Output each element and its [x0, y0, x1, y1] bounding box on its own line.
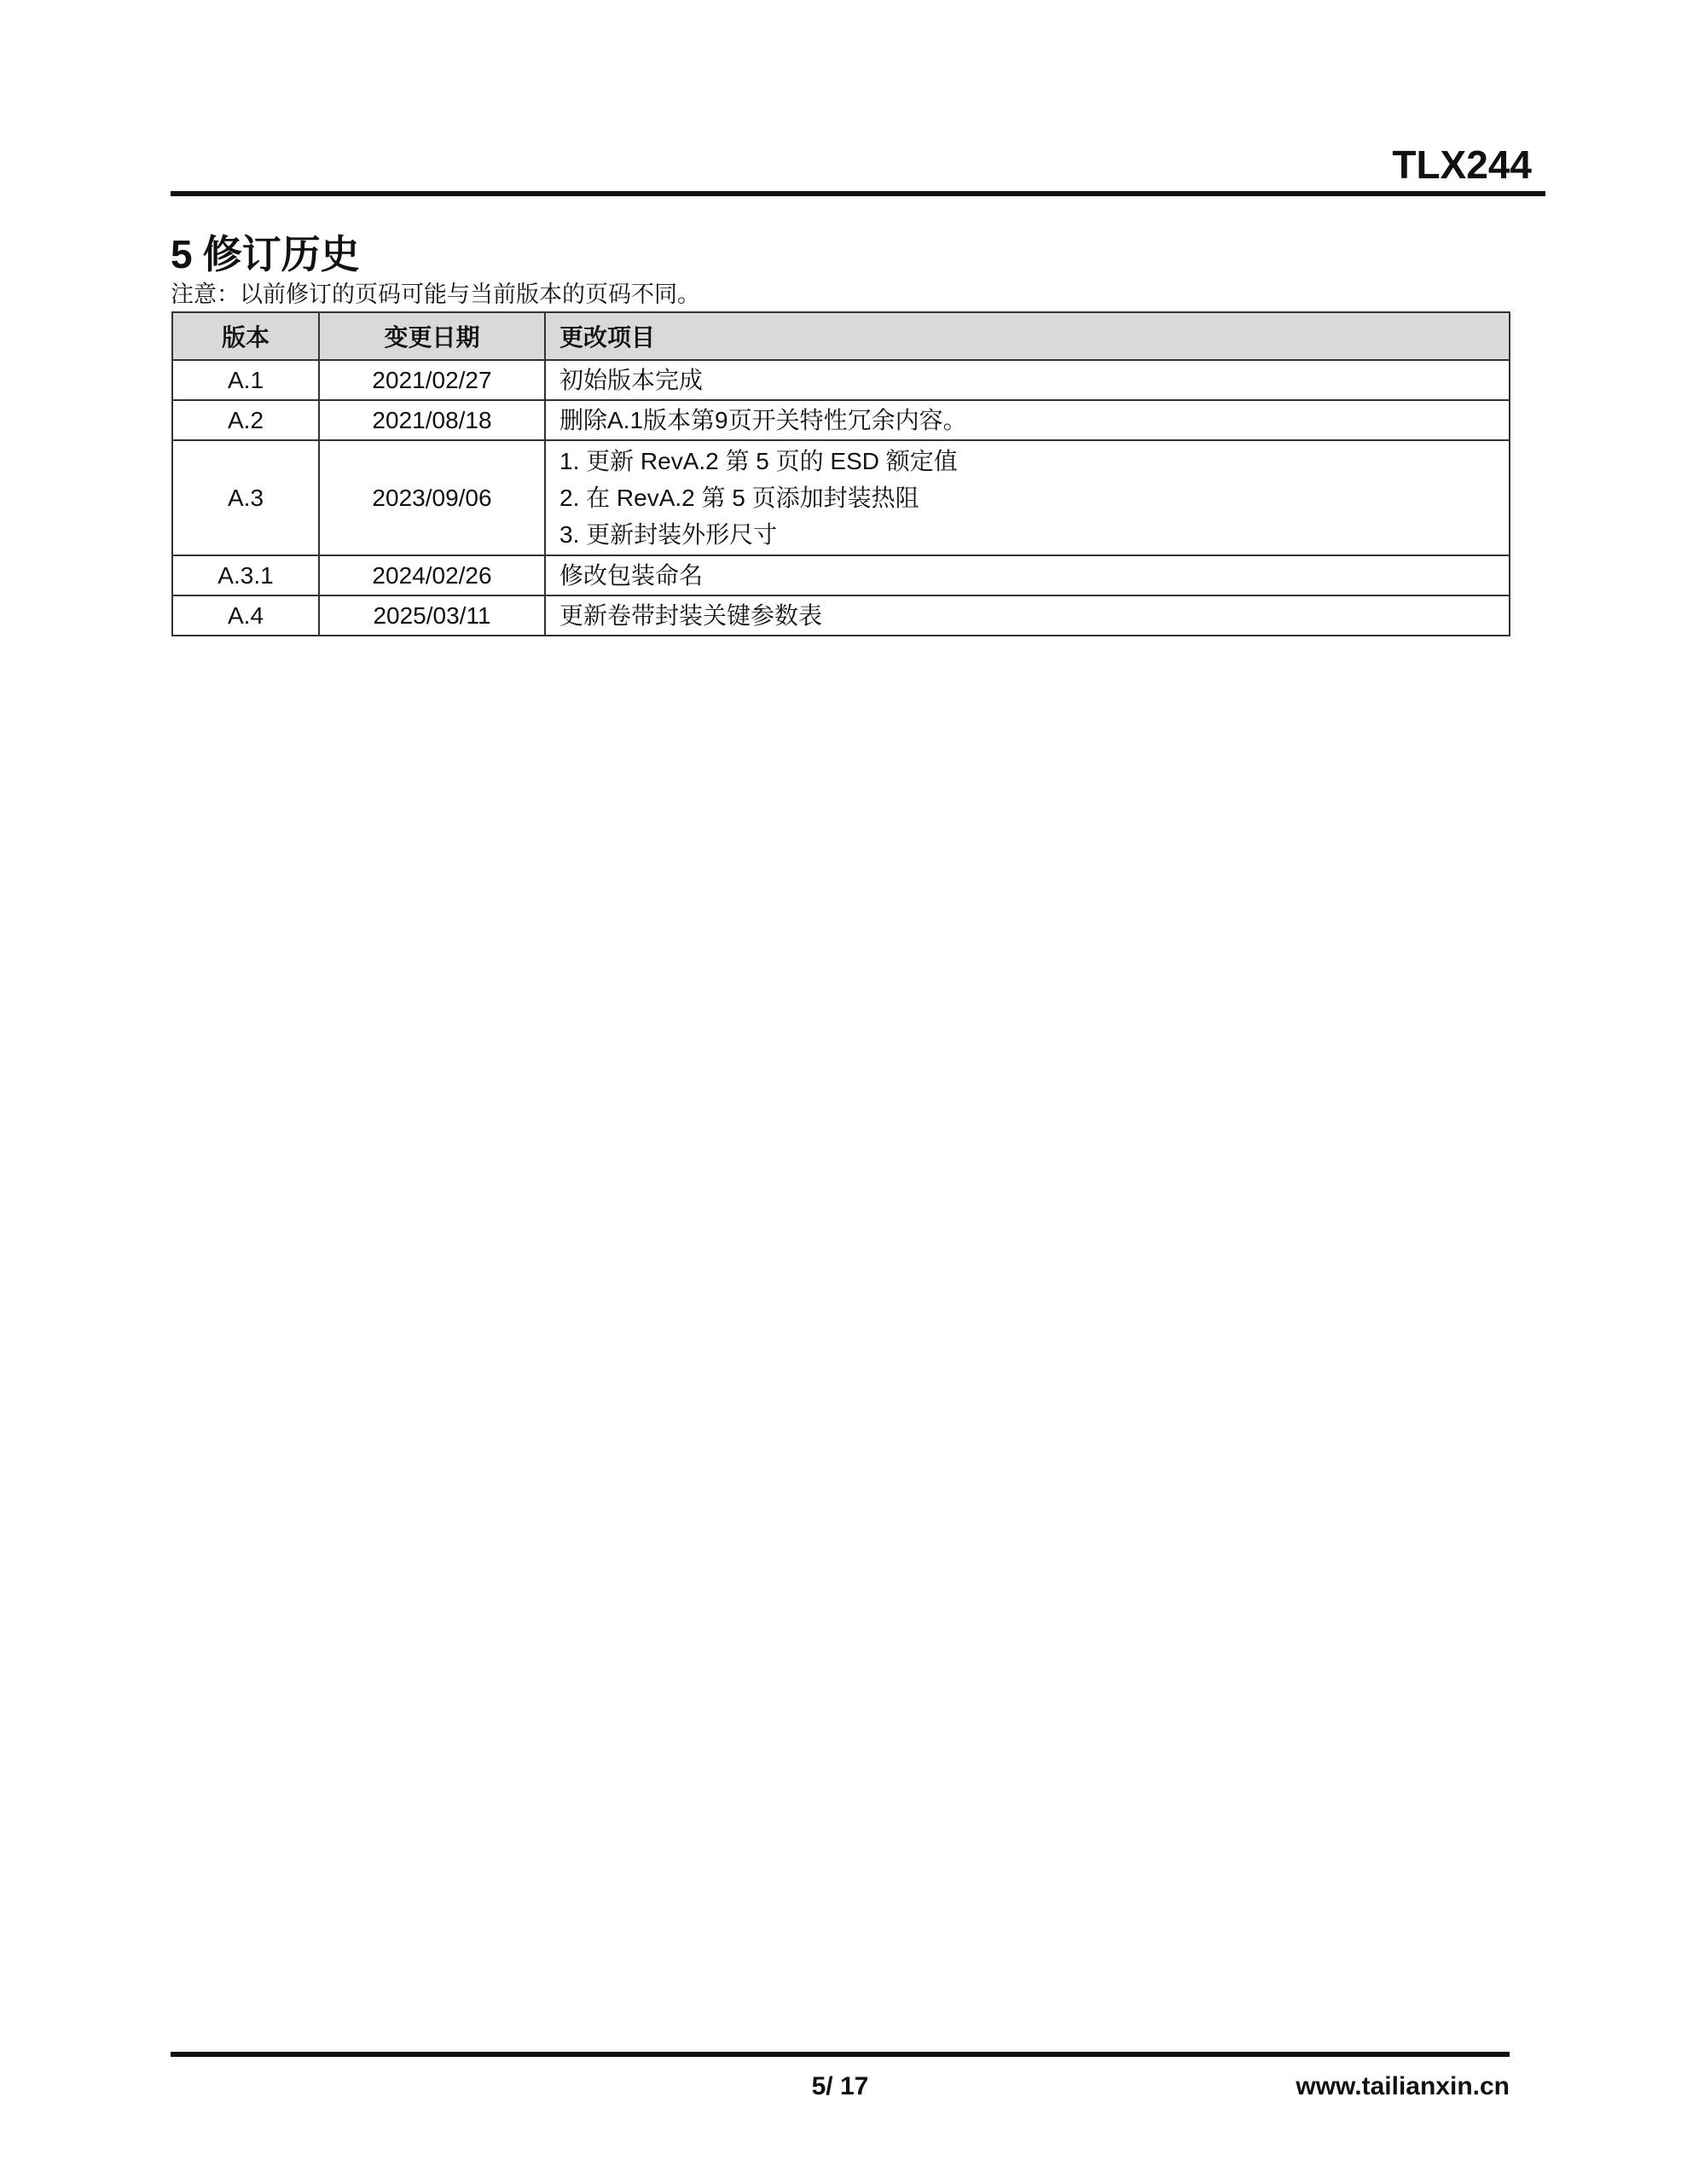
section-number: 5: [171, 232, 193, 276]
change-item: 初始版本完成: [559, 367, 704, 393]
table-row: [172, 360, 1510, 400]
section-title-text: 修订历史: [202, 232, 360, 276]
cell-version: A.3.1: [172, 555, 319, 595]
change-item: 1. 更新 RevA.2 第 5 页的 ESD 额定值: [559, 448, 958, 474]
part-number: TLX244: [1392, 142, 1532, 187]
cell-version: A.2: [172, 400, 319, 440]
table-row: [172, 440, 1510, 555]
cell-changes: [545, 400, 1510, 440]
change-item: 3. 更新封装外形尺寸: [559, 521, 778, 548]
cell-date: 2025/03/11: [319, 595, 545, 636]
table-row: [172, 555, 1510, 595]
table-row: [172, 400, 1510, 440]
cell-version: A.1: [172, 360, 319, 400]
change-item: 修改包装命名: [559, 562, 704, 589]
header-version: 版本: [172, 312, 319, 360]
section-title: [171, 224, 360, 280]
page-header: [171, 136, 1545, 196]
cell-date: 2021/02/27: [319, 360, 545, 400]
header-date: 变更日期: [319, 312, 545, 360]
cell-version: A.3: [172, 440, 319, 555]
cell-changes: [545, 360, 1510, 400]
table-header-row: [172, 312, 1510, 360]
revision-note: 注意：以前修订的页码可能与当前版本的页码不同。: [171, 282, 700, 307]
cell-date: 2023/09/06: [319, 440, 545, 555]
change-item: 更新卷带封装关键参数表: [559, 602, 823, 629]
cell-version: A.4: [172, 595, 319, 636]
revision-history-table: [171, 311, 1510, 636]
change-item: 2. 在 RevA.2 第 5 页添加封装热阻: [559, 485, 919, 511]
change-item: 删除A.1版本第9页开关特性冗余内容。: [559, 407, 967, 433]
table-row: [172, 595, 1510, 636]
cell-changes: [545, 555, 1510, 595]
page-footer: [171, 2052, 1510, 2100]
page-number: 5/ 17: [811, 2072, 869, 2100]
cell-date: 2021/08/18: [319, 400, 545, 440]
website-url: www.tailianxin.cn: [1296, 2072, 1510, 2100]
cell-changes: [545, 440, 1510, 555]
header-changes: 更改项目: [545, 312, 1510, 360]
cell-changes: [545, 595, 1510, 636]
cell-date: 2024/02/26: [319, 555, 545, 595]
